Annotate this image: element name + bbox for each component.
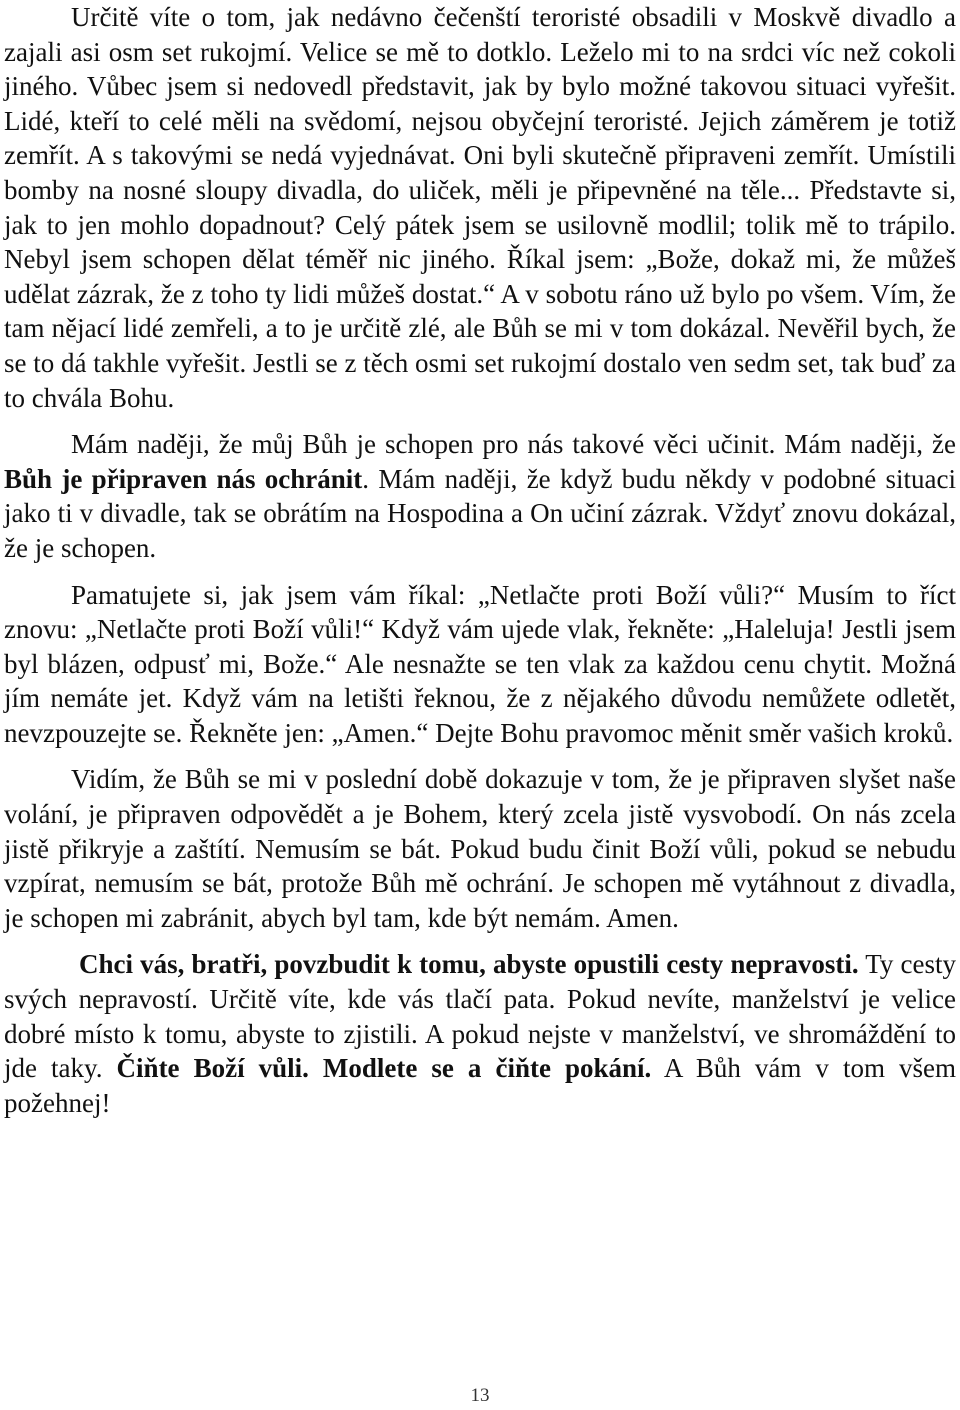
page-number: 13	[470, 1385, 490, 1406]
body-text	[4, 0, 956, 1120]
paragraph	[4, 947, 956, 1120]
text-run: . Mám naději, že když budu někdy v podobné situaci jako ti v divadle, tak se obrátím na Hospodina a On učiní zázrak. Vždyť znovu dokázal, že je schopen.	[4, 463, 956, 563]
bold-text: Chci vás, bratři, povzbudit k tomu, abyste opustili cesty nepravosti.	[79, 949, 859, 980]
text-run: Pamatujete si, jak jsem vám říkal: „Netlačte proti Boží vůli?“ Musím to říct znovu: „Netlačte proti Boží vůli!“ Když vám ujede vlak, řekněte: „Haleluja! Jestli jsem byl blázen, odpusť mi, Bože.“ Ale nesnažte se ten vlak za každou cenu chytit. Možná jím nemáte jet. Když vám na letišti řeknou, že z nějakého důvodu nemůžete odletět, nevzpouzejte se. Řekněte jen: „Amen.“ Dejte Bohu pravomoc měnit směr vašich kroků.	[4, 579, 956, 748]
paragraph	[4, 427, 956, 565]
text-run: Ty cesty svých nepravostí. Určitě víte, kde vás tlačí pata. Pokud nevíte, manželství je velice dobré místo k tomu, abyste to zjistili. A pokud nejste v manželství, ve shromáždění to jde taky.	[4, 949, 956, 1084]
paragraph	[4, 578, 956, 751]
text-run: Určitě víte o tom, jak nedávno čečenští teroristé obsadili v Moskvě divadlo a zajali asi osm set rukojmí. Velice se mě to dotklo. Leželo mi to na srdci víc než cokoli jiného. Vůbec jsem si nedovedl představit, jak by bylo možné takovou situaci vyřešit. Lidé, kteří to celé měli na svědomí, nejsou obyčejní teroristé. Jejich záměrem je totiž zemřít. A s takovými se nedá vyjednávat. Oni byli skutečně připraveni zemřít. Umístili bomby na nosné sloupy divadla, do uliček, měli je připevněné na těle... Představte si, jak to jen mohlo dopadnout? Celý pátek jsem se usilovně modlil; tolik mě to trápilo. Nebyl jsem schopen dělat téměř nic jiného. Říkal jsem: „Bože, dokaž mi, že můžeš udělat zázrak, že z toho ty lidi můžeš dostat.“ A v sobotu ráno už bylo po všem. Vím, že tam nějací lidé zemřeli, a to je určitě zlé, ale Bůh se mi v tom dokázal. Nevěřil bych, že se to dá takhle vyřešit. Jestli se z těch osmi set rukojmí dostalo ven sedm set, tak buď za to chvála Bohu.	[4, 2, 956, 413]
bold-text: Bůh je připraven nás ochránit	[4, 463, 363, 494]
text-run: A Bůh vám v tom všem požehnej!	[4, 1053, 957, 1118]
bold-text: Čiňte Boží vůli. Modlete se a čiňte pokání.	[116, 1053, 652, 1084]
text-run: Vidím, že Bůh se mi v poslední době dokazuje v tom, že je připraven slyšet naše volání, je připraven odpovědět a je Bohem, který zcela jistě vysvobodí. On nás zcela jistě přikryje a zaštítí. Nemusím se bát. Pokud budu činit Boží vůli, pokud se nebudu vzpírat, nemusím se bát, protože Bůh mě ochrání. Je schopen mě vytáhnout z divadla, je schopen mi zabránit, abych byl tam, kde být nemám. Amen.	[4, 764, 956, 933]
paragraph	[4, 0, 956, 415]
paragraph	[4, 762, 956, 935]
text-run: Mám naději, že můj Bůh je schopen pro nás takové věci učinit. Mám naději, že	[71, 429, 956, 460]
